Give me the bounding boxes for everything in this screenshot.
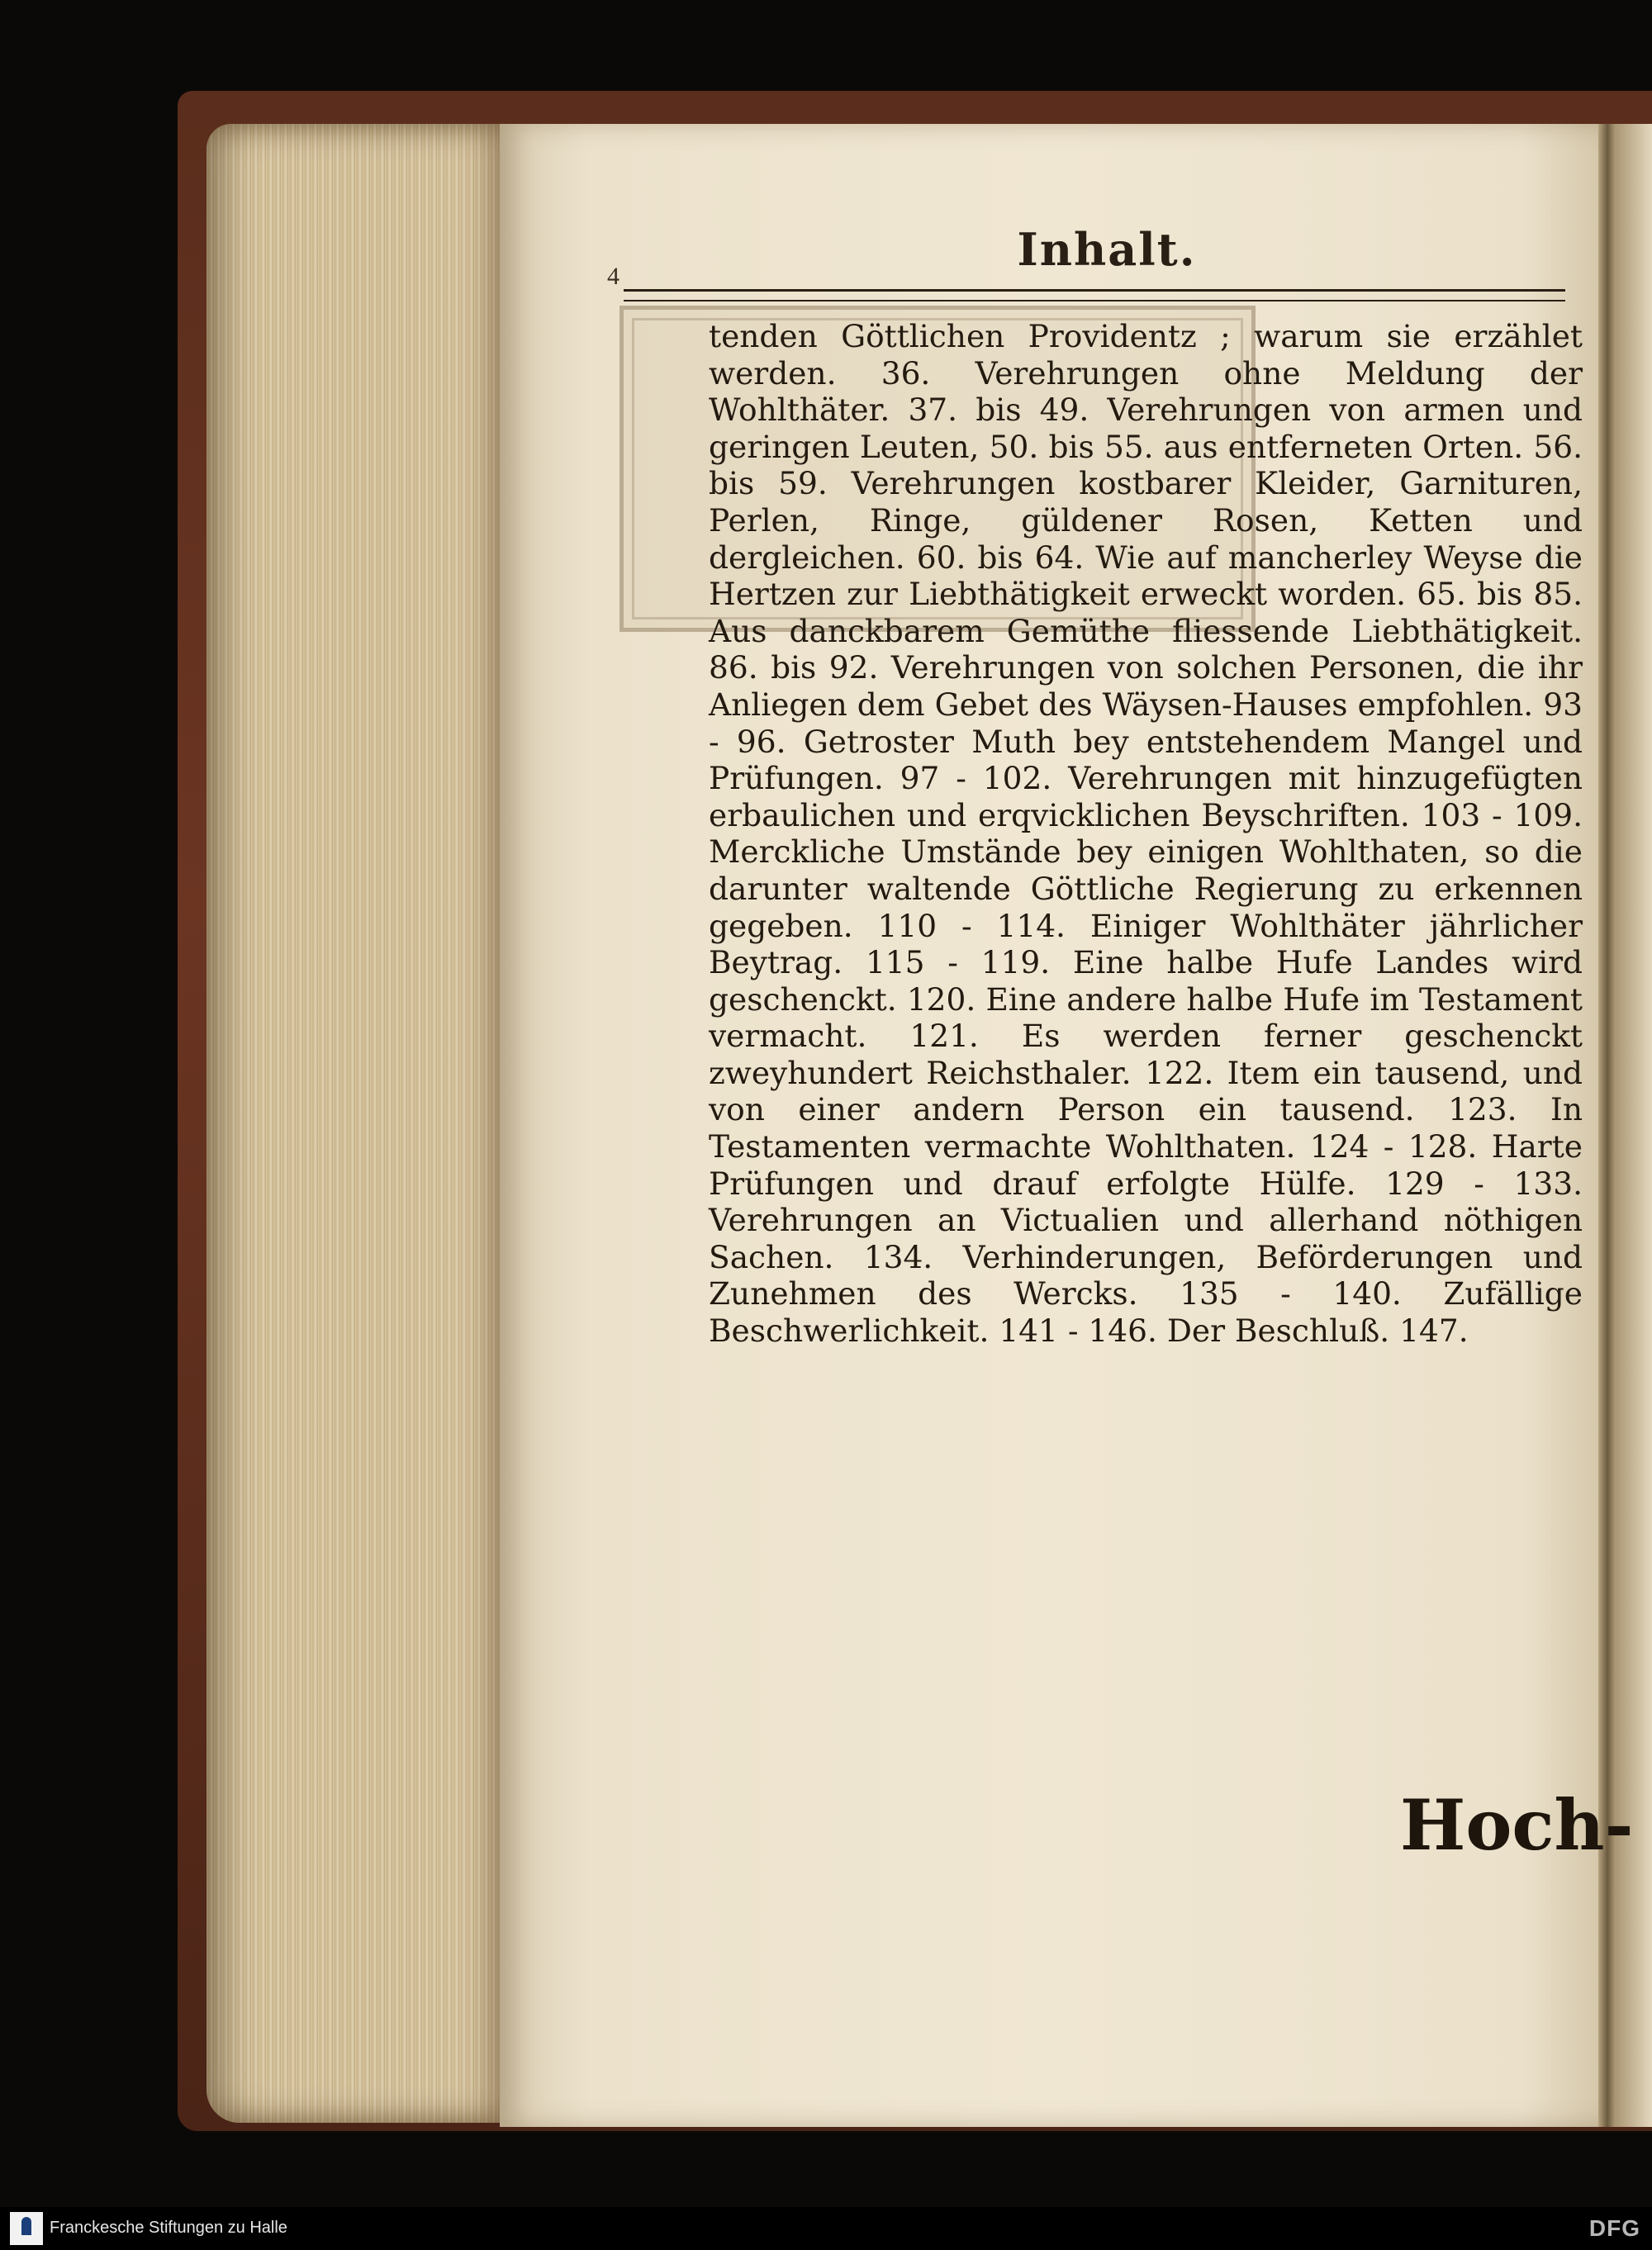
page-edges xyxy=(206,124,504,2123)
viewer-footer xyxy=(0,2207,1652,2250)
institution-label: Franckesche Stiftungen zu Halle xyxy=(50,2219,287,2237)
contents-text: tenden Göttlichen Providentz ; warum sie erzählet werden. 36. Verehrungen ohne Meldung der Wohlthäter. 37. bis 49. Verehrungen von armen und geringen Leuten, 50. bis 55. aus entferneten Orten. 56. bis 59. Verehrungen kostbarer Kleider, Garnituren, Perlen, Ringe, güldener Rosen, Ketten und dergleichen. 60. bis 64. Wie auf mancherley Weyse die Hertzen zur Liebthätigkeit erweckt worden. 65. bis 85. Aus danckbarem Gemüthe fliessende Liebthätigkeit. 86. bis 92. Verehrungen von solchen Personen, die ihr Anliegen dem Gebet des Wäysen-Hauses empfohlen. 93 - 96. Getroster Muth bey entstehendem Mangel und Prüfungen. 97 - 102. Verehrungen mit hinzugefügten erbaulichen und erqvicklichen Beyschriften. 103 - 109. Merckliche Umstände bey einigen Wohlthaten, so die darunter waltende Göttliche Regierung zu erkennen gegeben. 110 - 114. Einiger Wohlthäter jährlicher Beytrag. 115 - 119. Eine halbe Hufe Landes wird geschenckt. 120. Eine andere halbe Hufe im Testament vermacht. 121. Es werden ferner geschenckt zweyhundert Reichsthaler. 122. Item ein tausend, und von einer andern Person ein tausend. 123. In Testamenten vermachte Wohlthaten. 124 - 128. Harte Prüfungen und drauf erfolgte Hülfe. 129 - 133. Verehrungen an Victualien und allerhand nöthigen Sachen. 134. Verhinderungen, Beförderungen und Zunehmen des Wercks. 135 - 140. Zufällige Beschwerlichkeit. 141 - 146. Der Beschluß. 147. xyxy=(709,318,1583,1350)
dfg-logo: DFG xyxy=(1588,2215,1640,2241)
catchword: Hoch- xyxy=(1400,1784,1634,1866)
header-rule xyxy=(624,289,1565,301)
running-head: Inhalt. xyxy=(1017,223,1197,276)
bleed-through xyxy=(611,834,710,1231)
institution-logo-icon xyxy=(10,2212,43,2245)
page-number: 4 xyxy=(607,263,620,290)
